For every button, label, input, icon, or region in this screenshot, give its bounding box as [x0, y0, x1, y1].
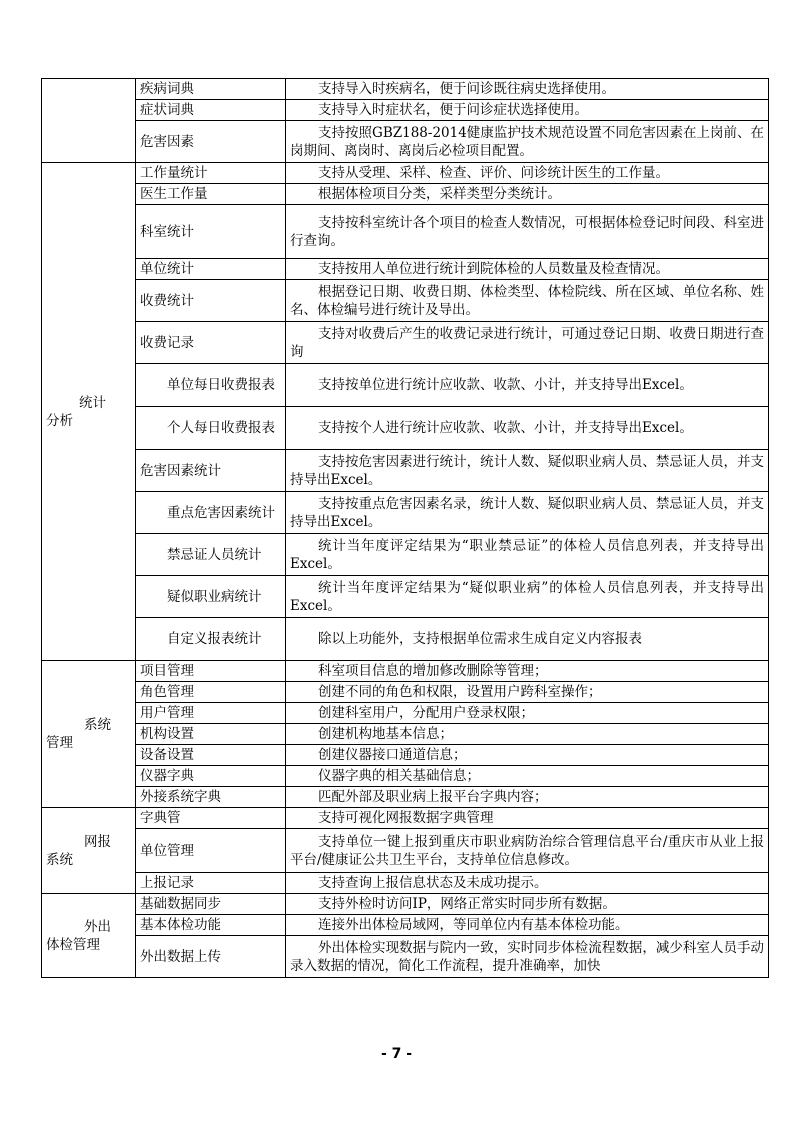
table-row — [42, 618, 769, 661]
subitem-cell: 个人每日收费报表 — [136, 407, 286, 450]
category-label-line1: 系统 — [84, 717, 111, 733]
description-cell: 仪器字典的相关基础信息； — [286, 766, 769, 787]
table-row — [42, 205, 769, 259]
subitem-cell: 科室统计 — [136, 205, 286, 259]
table-row — [42, 79, 769, 100]
subitem-cell: 用户管理 — [136, 703, 286, 724]
description-cell: 支持导入时症状名，便于问诊症状选择使用。 — [286, 100, 769, 121]
table-row — [42, 407, 769, 450]
table-row — [42, 682, 769, 703]
description-cell: 支持按单位进行统计应收款、收款、小计，并支持导出Excel。 — [286, 364, 769, 407]
description-cell: 支持对收费后产生的收费记录进行统计，可通过登记日期、收费日期进行查询 — [286, 322, 769, 364]
table-row — [42, 364, 769, 407]
subitem-cell: 上报记录 — [136, 873, 286, 894]
table-row — [42, 184, 769, 205]
table-row — [42, 745, 769, 766]
description-cell: 支持从受理、采样、检查、评价、问诊统计医生的工作量。 — [286, 163, 769, 184]
description-cell: 匹配外部及职业病上报平台字典内容； — [286, 787, 769, 808]
description-cell: 创建不同的角色和权限，设置用户跨科室操作； — [286, 682, 769, 703]
subitem-cell: 收费统计 — [136, 280, 286, 322]
table-row — [42, 661, 769, 682]
description-cell: 支持可视化网报数据字典管理 — [286, 808, 769, 829]
description-cell: 创建机构地基本信息； — [286, 724, 769, 745]
description-cell: 连接外出体检局域网，等同单位内有基本体检功能。 — [286, 915, 769, 936]
subitem-cell: 危害因素统计 — [136, 450, 286, 492]
table-row — [42, 915, 769, 936]
description-cell: 支持查询上报信息状态及未成功提示。 — [286, 873, 769, 894]
subitem-cell: 机构设置 — [136, 724, 286, 745]
description-cell: 统计当年度评定结果为“疑似职业病”的体检人员信息列表，并支持导出Excel。 — [286, 576, 769, 618]
table-row — [42, 450, 769, 492]
description-cell: 统计当年度评定结果为“职业禁忌证”的体检人员信息列表，并支持导出Excel。 — [286, 534, 769, 576]
table-row — [42, 873, 769, 894]
table-row — [42, 259, 769, 280]
subitem-cell: 医生工作量 — [136, 184, 286, 205]
description-cell: 科室项目信息的增加修改删除等管理； — [286, 661, 769, 682]
description-cell: 支持单位一键上报到重庆市职业病防治综合管理信息平台/重庆市从业上报平台/健康证公共卫生平台，支持单位信息修改。 — [286, 829, 769, 873]
table-row — [42, 492, 769, 534]
subitem-cell: 项目管理 — [136, 661, 286, 682]
category-label-line2: 系统 — [46, 851, 73, 868]
description-cell: 支持按用人单位进行统计到院体检的人员数量及检查情况。 — [286, 259, 769, 280]
subitem-cell: 外接系统字典 — [136, 787, 286, 808]
subitem-cell: 疑似职业病统计 — [136, 576, 286, 618]
description-cell: 除以上功能外，支持根据单位需求生成自定义内容报表 — [286, 618, 769, 661]
description-cell: 支持按重点危害因素名录，统计人数、疑似职业病人员、禁忌证人员，并支持导出Excel。 — [286, 492, 769, 534]
page-number: - 7 - — [380, 1046, 413, 1062]
description-cell: 创建仪器接口通道信息； — [286, 745, 769, 766]
category-cell-outside — [42, 894, 136, 978]
subitem-cell: 设备设置 — [136, 745, 286, 766]
spec-table — [41, 78, 769, 978]
subitem-cell: 症状词典 — [136, 100, 286, 121]
description-cell: 创建科室用户，分配用户登录权限； — [286, 703, 769, 724]
category-label-line1: 外出 — [84, 918, 111, 935]
category-label-line2: 管理 — [46, 735, 73, 751]
subitem-cell: 工作量统计 — [136, 163, 286, 184]
subitem-cell: 疾病词典 — [136, 79, 286, 100]
description-cell: 支持按个人进行统计应收款、收款、小计，并支持导出Excel。 — [286, 407, 769, 450]
category-cell-netreport — [42, 808, 136, 894]
subitem-cell: 重点危害因素统计 — [136, 492, 286, 534]
table-row — [42, 121, 769, 163]
category-cell-empty — [42, 79, 136, 163]
subitem-cell: 基本体检功能 — [136, 915, 286, 936]
category-cell-system — [42, 661, 136, 808]
table-row — [42, 787, 769, 808]
subitem-cell: 自定义报表统计 — [136, 618, 286, 661]
table-row — [42, 936, 769, 978]
table-row — [42, 163, 769, 184]
subitem-cell: 角色管理 — [136, 682, 286, 703]
description-cell: 支持外检时访问IP，网络正常实时同步所有数据。 — [286, 894, 769, 915]
subitem-cell: 仪器字典 — [136, 766, 286, 787]
description-cell: 支持按照GBZ188-2014健康监护技术规范设置不同危害因素在上岗前、在岗期间、离岗时、离岗后必检项目配置。 — [286, 121, 769, 163]
table-row — [42, 808, 769, 829]
subitem-cell: 外出数据上传 — [136, 936, 286, 978]
subitem-cell: 危害因素 — [136, 121, 286, 163]
table-row — [42, 894, 769, 915]
description-cell: 根据登记日期、收费日期、体检类型、体检院线、所在区域、单位名称、姓名、体检编号进行统计及导出。 — [286, 280, 769, 322]
table-row — [42, 534, 769, 576]
category-label-line1: 统计 — [79, 394, 106, 411]
description-cell: 支持按科室统计各个项目的检查人数情况，可根据体检登记时间段、科室进行查询。 — [286, 205, 769, 259]
category-cell-stats — [42, 163, 136, 661]
table-row — [42, 280, 769, 322]
table-row — [42, 576, 769, 618]
subitem-cell: 单位统计 — [136, 259, 286, 280]
table-row — [42, 829, 769, 873]
subitem-cell: 禁忌证人员统计 — [136, 534, 286, 576]
description-cell: 根据体检项目分类，采样类型分类统计。 — [286, 184, 769, 205]
subitem-cell: 单位每日收费报表 — [136, 364, 286, 407]
subitem-cell: 基础数据同步 — [136, 894, 286, 915]
category-label-line2: 分析 — [46, 412, 73, 429]
table-row — [42, 100, 769, 121]
table-row — [42, 703, 769, 724]
description-cell: 支持导入时疾病名，便于问诊既往病史选择使用。 — [286, 79, 769, 100]
table-row — [42, 322, 769, 364]
table-row — [42, 724, 769, 745]
subitem-cell: 单位管理 — [136, 829, 286, 873]
subitem-cell: 收费记录 — [136, 322, 286, 364]
table-row — [42, 766, 769, 787]
category-label-line1: 网报 — [84, 833, 111, 850]
description-cell: 外出体检实现数据与院内一致，实时同步体检流程数据，减少科室人员手动录入数据的情况，简化工作流程，提升准确率，加快 — [286, 936, 769, 978]
description-cell: 支持按危害因素进行统计，统计人数、疑似职业病人员、禁忌证人员，并支持导出Excel。 — [286, 450, 769, 492]
category-label-line2: 体检管理 — [46, 936, 100, 953]
subitem-cell: 字典管 — [136, 808, 286, 829]
